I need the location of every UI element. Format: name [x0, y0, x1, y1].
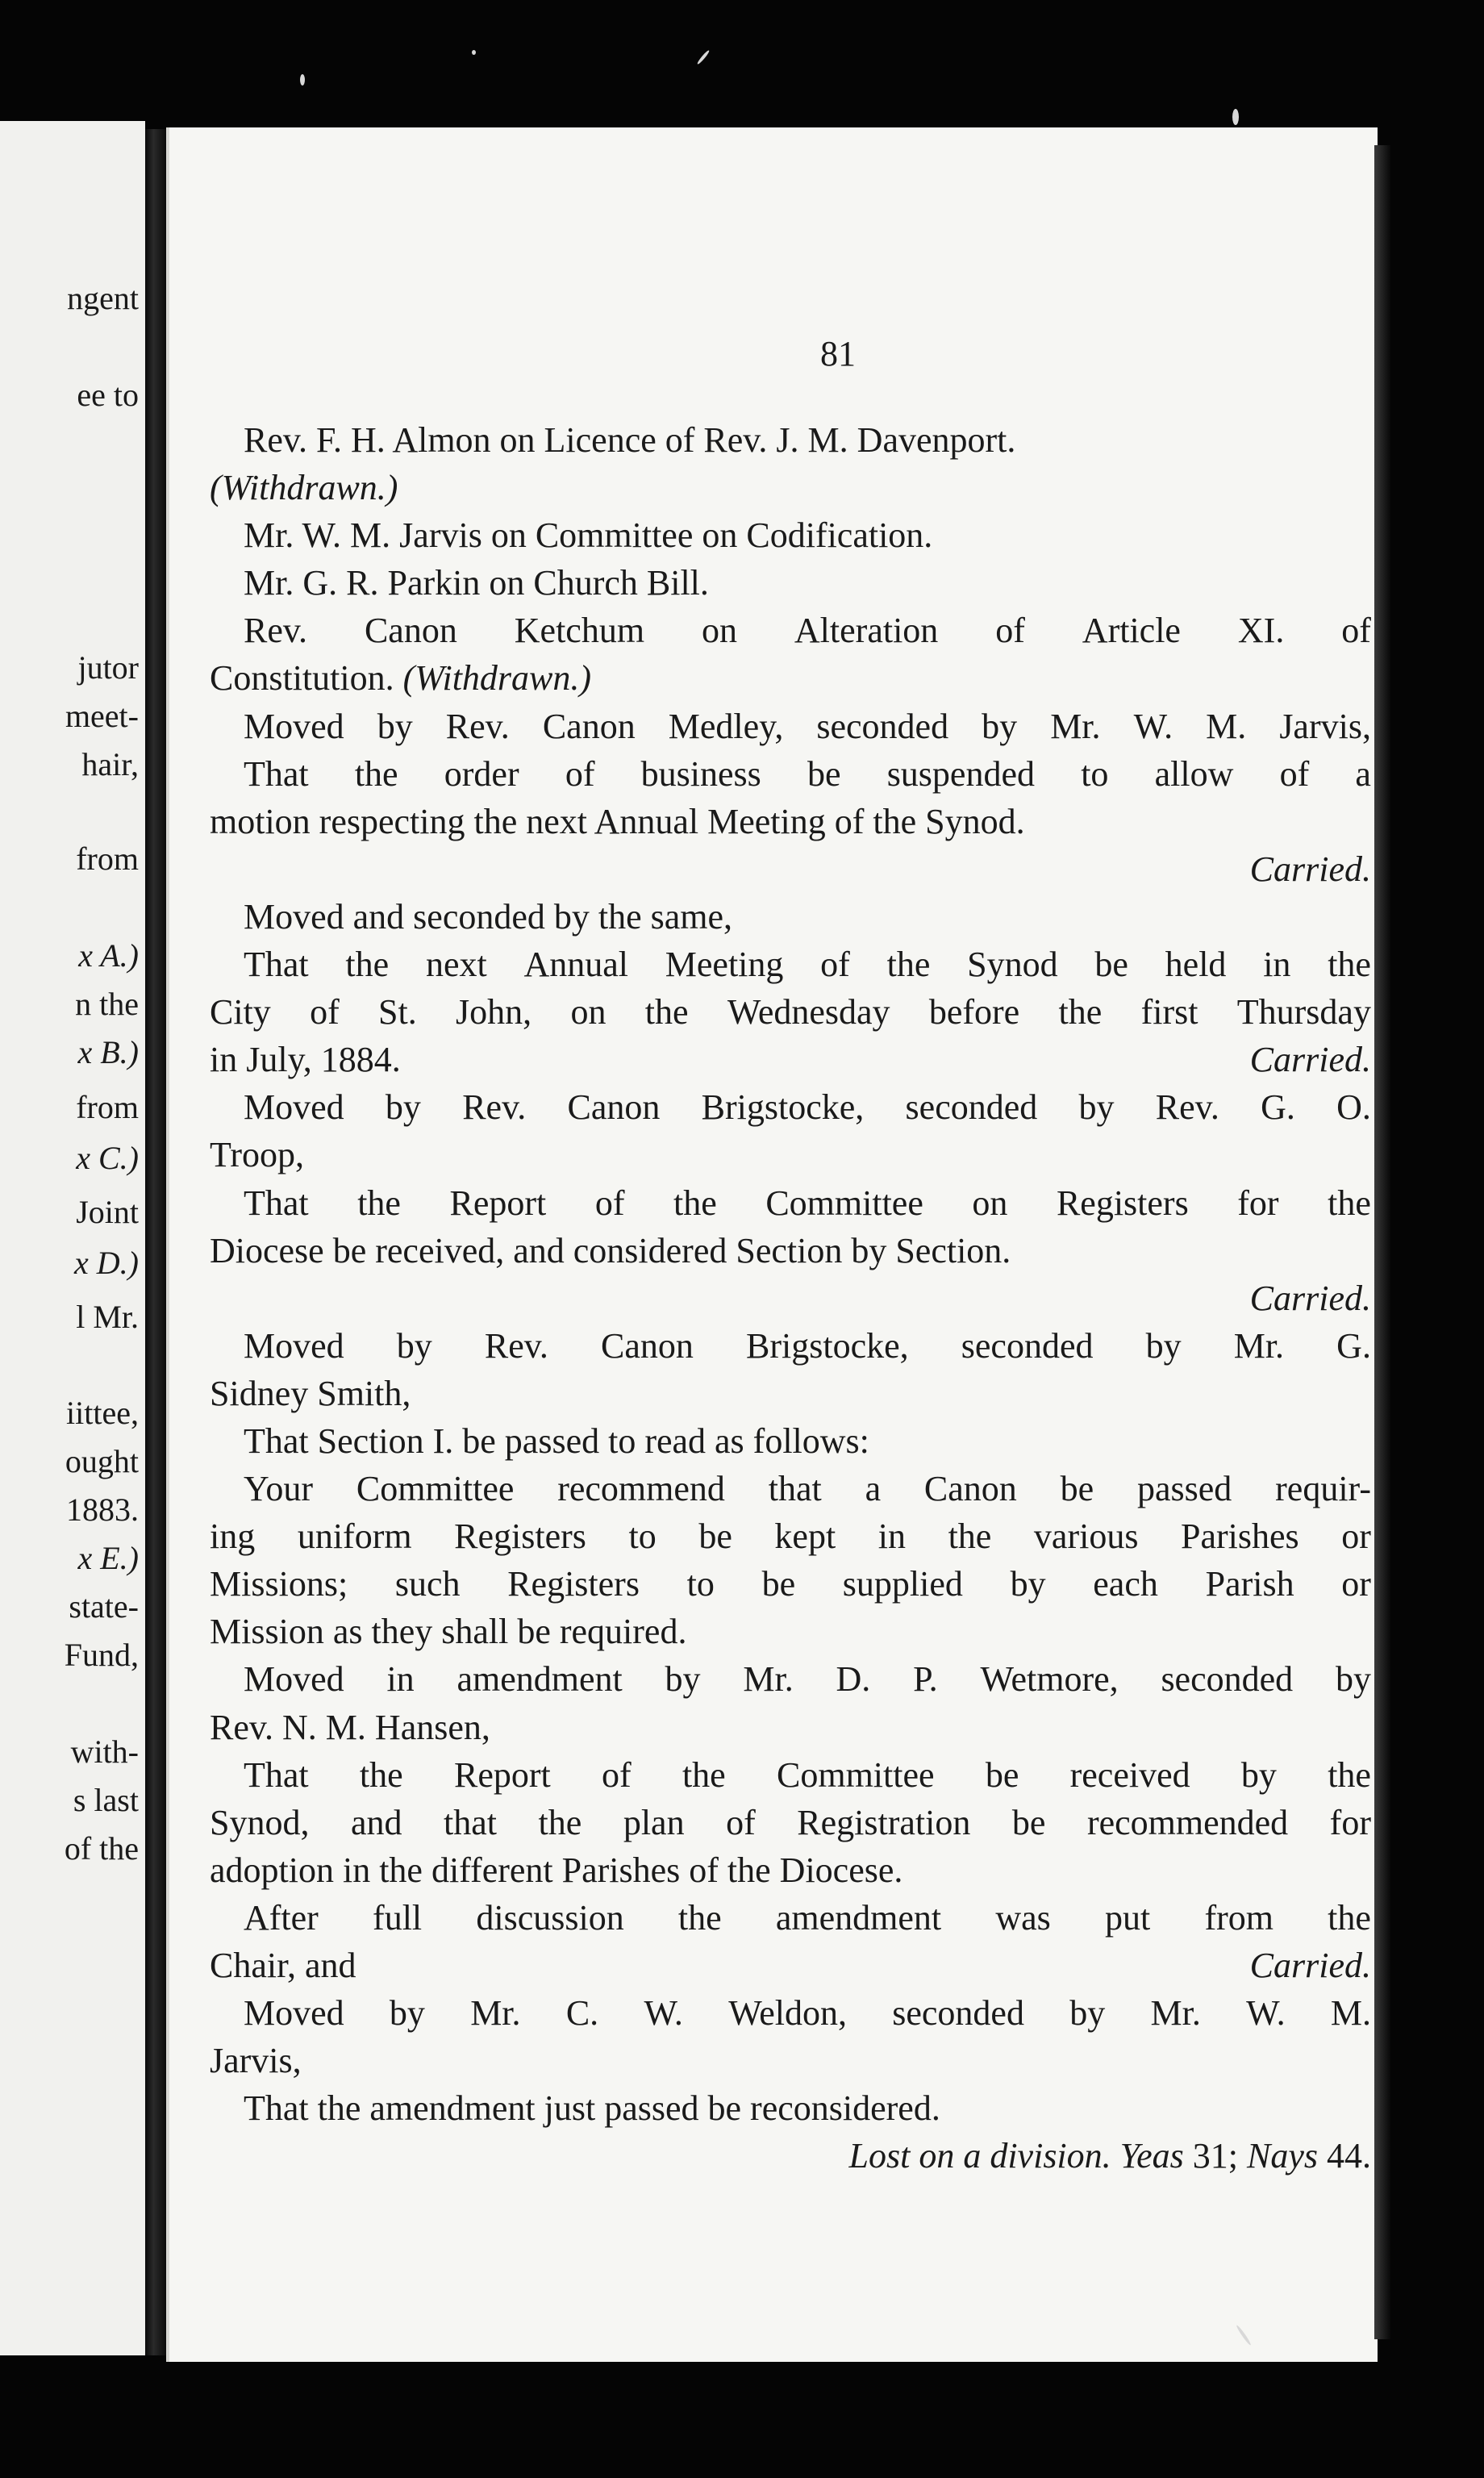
word: received — [1069, 1754, 1190, 1795]
text-line — [210, 1560, 1371, 1608]
word: Mr. — [743, 1659, 794, 1700]
text-line: That Section I. be passed to read as follows: — [244, 1420, 869, 1461]
text-line: Mr. W. M. Jarvis on Committee on Codification. — [244, 515, 933, 556]
word: the — [1328, 1754, 1371, 1795]
book-spine — [145, 129, 166, 2355]
word: Report — [449, 1183, 547, 1223]
left-page-text-fragment: s last — [73, 1782, 139, 1818]
left-page-text-fragment: Joint — [76, 1194, 139, 1230]
word: be — [807, 753, 841, 794]
dust-speck — [696, 49, 710, 65]
text-line: Jarvis, — [210, 2041, 302, 2081]
word: D. — [836, 1659, 871, 1700]
text-line: Moved and seconded by the same, — [244, 896, 733, 937]
word: seconded — [961, 1325, 1094, 1366]
word: by — [1335, 1659, 1371, 1700]
word: Registers — [454, 1516, 586, 1557]
left-page-text-fragment: 1883. — [66, 1491, 139, 1528]
word: the — [1328, 945, 1371, 985]
left-page-text-fragment: x D.) — [74, 1245, 139, 1281]
word: Mr. — [470, 1993, 521, 2034]
word: in — [877, 1516, 906, 1557]
word: amendment — [456, 1659, 623, 1700]
left-page-text-fragment: from — [76, 1089, 139, 1125]
word: to — [686, 1564, 715, 1604]
text-line — [210, 703, 1371, 750]
word: XI. — [1237, 611, 1285, 651]
word: Weldon, — [728, 1993, 847, 2034]
word: Rev. — [484, 1325, 548, 1366]
text-line: Mr. G. R. Parkin on Church Bill. — [244, 563, 709, 603]
word: Registers — [1056, 1183, 1189, 1223]
word: passed — [1137, 1469, 1232, 1509]
word: St. — [378, 992, 417, 1032]
text-line — [210, 1083, 1371, 1131]
word: by — [377, 706, 413, 746]
text-line: Sidney Smith, — [210, 1373, 411, 1413]
word: Missions; — [210, 1564, 348, 1604]
text-line — [210, 1894, 1371, 1942]
text-line: Diocese be received, and considered Section by Section. — [210, 1230, 1011, 1270]
word: in — [1263, 945, 1291, 985]
word: C. — [565, 1993, 599, 2034]
word: suspended — [886, 753, 1035, 794]
word: That — [244, 945, 309, 985]
word: W. — [1246, 1993, 1286, 2034]
word: of — [1279, 753, 1310, 794]
left-page-text-fragment: ought — [65, 1443, 139, 1479]
word: various — [1033, 1516, 1139, 1557]
word: the — [673, 1183, 717, 1223]
word: seconded — [905, 1087, 1038, 1128]
page-body — [210, 416, 1371, 2180]
word: That — [244, 1183, 309, 1223]
word: a — [865, 1469, 882, 1509]
word: Moved — [244, 706, 344, 746]
word: Brigstocke, — [701, 1087, 865, 1128]
word: Ketchum — [514, 611, 645, 651]
word: that — [444, 1802, 498, 1842]
text-line — [210, 1036, 1371, 1083]
left-page-text-fragment: ee to — [77, 377, 139, 413]
word: kept — [774, 1516, 836, 1557]
word: by — [389, 1993, 425, 2034]
word: Moved — [244, 1659, 344, 1700]
left-page-text-fragment: meet- — [65, 698, 139, 734]
word: on — [701, 611, 737, 651]
word: Synod, — [210, 1802, 310, 1842]
text-segment: Chair, and — [210, 1946, 356, 1985]
word: Parishes — [1181, 1516, 1299, 1557]
word: Rev. — [244, 611, 308, 651]
left-page-text-fragment: from — [76, 841, 139, 877]
word: by — [385, 1087, 421, 1128]
text-line — [210, 1942, 1371, 1989]
word: of — [594, 1183, 625, 1223]
word: of — [1341, 611, 1371, 651]
word: by — [1078, 1087, 1115, 1128]
word: Moved — [244, 1325, 344, 1366]
text-line: That the amendment just passed be reconsidered. — [244, 2088, 940, 2129]
text-segment: Carried. — [1249, 1040, 1371, 1080]
word: the — [682, 1754, 726, 1795]
word: for — [1237, 1183, 1279, 1223]
text-line — [210, 1989, 1371, 2037]
word: seconded — [1161, 1659, 1294, 1700]
word: be — [1060, 1469, 1094, 1509]
word: W. — [1133, 706, 1173, 746]
word: ing — [210, 1516, 256, 1557]
word: Wednesday — [727, 992, 890, 1032]
word: a — [1355, 753, 1371, 794]
word: by — [396, 1325, 432, 1366]
text-line — [210, 2132, 1371, 2180]
text-line — [210, 1322, 1371, 1370]
word: requir- — [1275, 1469, 1371, 1509]
word: Committee — [356, 1469, 515, 1509]
word: on — [972, 1183, 1008, 1223]
word: G. — [1261, 1087, 1295, 1128]
dust-speck — [1232, 109, 1239, 125]
text-line — [210, 654, 1371, 702]
text-segment: (Withdrawn.) — [402, 658, 592, 699]
left-page-text-fragment: state- — [69, 1588, 139, 1625]
word: plan — [623, 1802, 685, 1842]
word: Canon — [364, 611, 457, 651]
word: be — [1094, 945, 1128, 985]
word: Synod — [967, 945, 1058, 985]
word: Rev. — [1155, 1087, 1219, 1128]
word: supplied — [842, 1564, 963, 1604]
word: by — [1145, 1325, 1182, 1366]
word: That — [244, 753, 309, 794]
word: Annual — [523, 945, 628, 985]
text-segment: 31; — [1192, 2136, 1238, 2176]
left-page-text-fragment: x C.) — [76, 1140, 139, 1176]
text-line — [210, 1512, 1371, 1560]
word: seconded — [892, 1993, 1024, 2034]
left-page-text-fragment: iittee, — [66, 1395, 139, 1431]
text-segment: Constitution. — [210, 658, 394, 699]
left-page-text-fragment: Fund, — [64, 1637, 139, 1673]
word: recommended — [1086, 1802, 1289, 1842]
word: the — [1328, 1183, 1371, 1223]
text-line: Carried. — [1249, 1278, 1371, 1318]
word: Rev. — [445, 706, 510, 746]
word: W. — [644, 1993, 683, 2034]
word: Article — [1082, 611, 1181, 651]
text-segment: in July, 1884. — [210, 1040, 401, 1080]
word: by — [1010, 1564, 1046, 1604]
word: Rev. — [462, 1087, 527, 1128]
word: and — [351, 1802, 402, 1842]
word: each — [1093, 1564, 1158, 1604]
dust-speck — [300, 74, 305, 86]
word: was — [995, 1897, 1051, 1938]
word: M. — [1330, 1993, 1371, 2034]
word: the — [1328, 1897, 1371, 1938]
word: to — [1081, 753, 1109, 794]
word: Registers — [507, 1564, 640, 1604]
text-line: Rev. N. M. Hansen, — [210, 1707, 490, 1747]
word: Canon — [601, 1325, 694, 1366]
text-segment: Yeas — [1119, 2136, 1184, 2176]
word: Thursday — [1236, 992, 1371, 1032]
text-line — [210, 1751, 1371, 1799]
word: full — [373, 1897, 423, 1938]
text-line: adoption in the different Parishes of the Diocese. — [210, 1850, 903, 1890]
text-line — [210, 607, 1371, 654]
word: the — [886, 945, 931, 985]
text-segment: Lost on a division. — [848, 2136, 1111, 2176]
text-line: Rev. F. H. Almon on Licence of Rev. J. M. Davenport. — [244, 420, 1016, 460]
word: Registration — [797, 1802, 971, 1842]
word: from — [1204, 1897, 1273, 1938]
page-number: 81 — [820, 334, 856, 373]
text-segment: 44. — [1327, 2136, 1371, 2176]
word: Parish — [1205, 1564, 1294, 1604]
left-page-text-fragment: l Mr. — [76, 1299, 139, 1335]
text-line — [210, 941, 1371, 988]
text-line — [210, 1179, 1371, 1227]
word: order — [444, 753, 519, 794]
word: Moved — [244, 1993, 344, 2034]
word: business — [640, 753, 761, 794]
word: allow — [1154, 753, 1234, 794]
word: amendment — [775, 1897, 942, 1938]
word: Canon — [542, 706, 636, 746]
text-segment: Carried. — [1249, 1946, 1371, 1985]
word: O. — [1336, 1087, 1371, 1128]
word: in — [386, 1659, 415, 1700]
previous-page-fragment — [0, 121, 145, 2355]
word: Jarvis, — [1279, 706, 1371, 746]
word: Canon — [567, 1087, 661, 1128]
word: next — [425, 945, 487, 985]
word: first — [1140, 992, 1198, 1032]
word: the — [354, 753, 398, 794]
word: P. — [913, 1659, 938, 1700]
word: Your — [244, 1469, 314, 1509]
word: to — [628, 1516, 657, 1557]
word: of — [565, 753, 595, 794]
word: of — [602, 1754, 632, 1795]
text-line — [210, 1465, 1371, 1512]
word: Medley, — [668, 706, 784, 746]
word: held — [1165, 945, 1227, 985]
text-line: motion respecting the next Annual Meeting of the Synod. — [210, 801, 1025, 841]
word: Mr. — [1233, 1325, 1285, 1366]
word: Moved — [244, 1087, 344, 1128]
word: the — [1058, 992, 1103, 1032]
word: discussion — [476, 1897, 624, 1938]
word: Wetmore, — [980, 1659, 1119, 1700]
text-line — [210, 1799, 1371, 1846]
left-page-text-fragment: ngent — [67, 280, 139, 316]
left-page-text-fragment: n the — [75, 986, 139, 1022]
word: by — [982, 706, 1018, 746]
left-page-text-fragment: jutor — [77, 649, 139, 686]
word: Alteration — [794, 611, 939, 651]
word: the — [644, 992, 689, 1032]
word: Committee — [777, 1754, 935, 1795]
word: for — [1329, 1802, 1371, 1842]
word: or — [1341, 1516, 1371, 1557]
word: be — [761, 1564, 796, 1604]
word: City — [210, 992, 271, 1032]
book-page — [166, 127, 1378, 2362]
word: recommend — [557, 1469, 725, 1509]
text-line: (Withdrawn.) — [210, 468, 398, 508]
word: be — [985, 1754, 1019, 1795]
word: be — [698, 1516, 732, 1557]
left-page-text-fragment: hair, — [81, 746, 139, 782]
word: After — [244, 1897, 319, 1938]
word: M. — [1206, 706, 1247, 746]
word: by — [1240, 1754, 1277, 1795]
word: or — [1341, 1564, 1371, 1604]
word: on — [570, 992, 607, 1032]
word: seconded — [816, 706, 949, 746]
word: Brigstocke, — [746, 1325, 909, 1366]
word: uniform — [297, 1516, 412, 1557]
word: of — [726, 1802, 756, 1842]
word: by — [665, 1659, 701, 1700]
word: Mr. — [1050, 706, 1101, 746]
left-page-text-fragment: x A.) — [78, 937, 139, 974]
left-page-text-fragment: of the — [64, 1830, 139, 1867]
word: put — [1105, 1897, 1151, 1938]
dust-speck — [472, 50, 476, 55]
text-line: Troop, — [210, 1135, 304, 1175]
word: such — [394, 1564, 461, 1604]
word: of — [310, 992, 340, 1032]
left-page-text-fragment: x B.) — [77, 1034, 139, 1070]
word: That — [244, 1754, 309, 1795]
word: the — [948, 1516, 992, 1557]
text-line — [210, 1655, 1371, 1703]
text-segment: Nays — [1247, 2136, 1318, 2176]
left-page-text-fragment: x E.) — [77, 1540, 139, 1576]
word: Canon — [923, 1469, 1017, 1509]
word: Meeting — [665, 945, 784, 985]
word: Report — [453, 1754, 551, 1795]
text-line: Carried. — [1249, 849, 1371, 889]
word: be — [1011, 1802, 1046, 1842]
word: that — [768, 1469, 822, 1509]
word: by — [1069, 1993, 1106, 2034]
word: before — [928, 992, 1020, 1032]
word: the — [538, 1802, 582, 1842]
word: the — [345, 945, 390, 985]
text-line: Mission as they shall be required. — [210, 1612, 687, 1652]
word: Mr. — [1150, 1993, 1201, 2034]
text-line — [210, 988, 1371, 1036]
word: the — [359, 1754, 403, 1795]
word: G. — [1336, 1325, 1371, 1366]
word: the — [357, 1183, 401, 1223]
left-page-text-fragment: with- — [70, 1733, 139, 1770]
word: of — [820, 945, 850, 985]
text-line — [210, 750, 1371, 798]
page-edge-shadow — [1374, 145, 1390, 2339]
word: Committee — [765, 1183, 923, 1223]
word: of — [995, 611, 1025, 651]
word: the — [677, 1897, 722, 1938]
word: John, — [456, 992, 532, 1032]
